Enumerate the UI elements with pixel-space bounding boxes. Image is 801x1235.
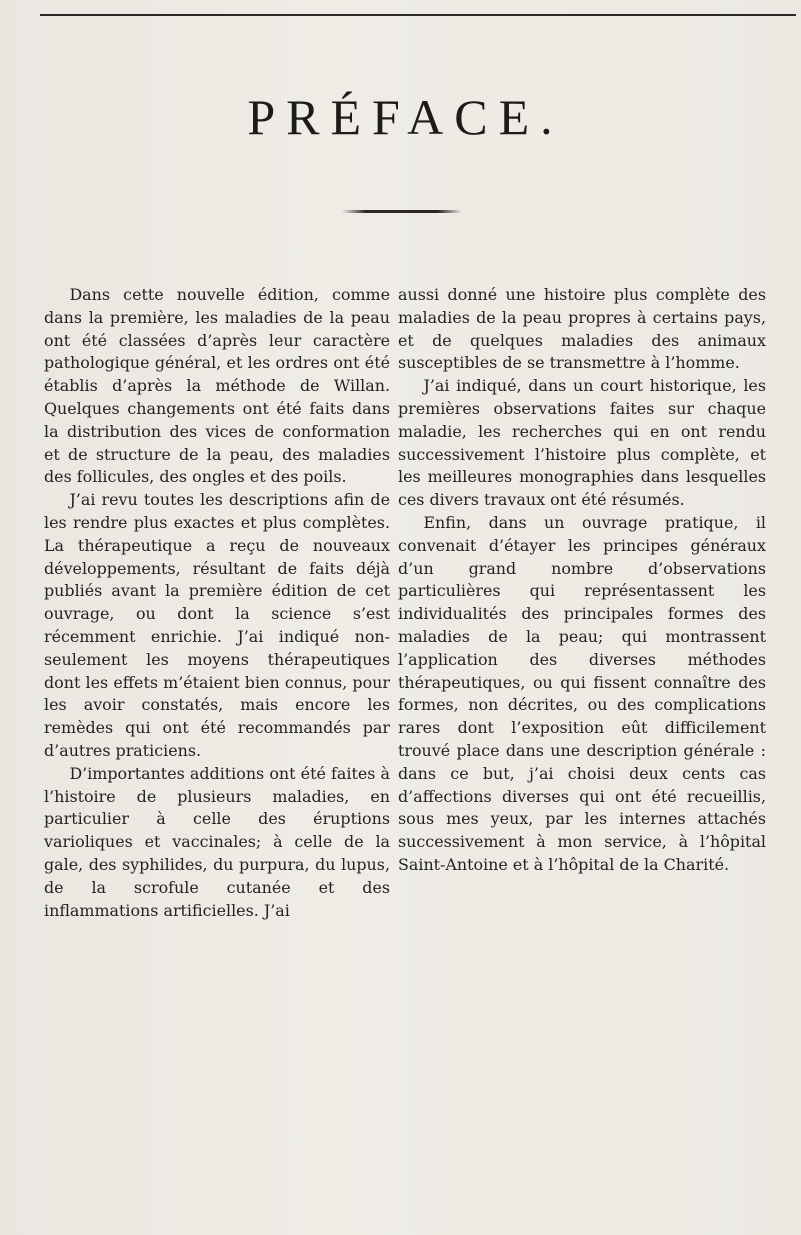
page-title: PRÉFACE. xyxy=(247,89,564,145)
paragraph: J’ai indiqué, dans un court historique, les premières observations faites sur chaque maladie, les recherches qui en ont rendu successivement l’histoire plus complète, et les meilleures monographies dans lesquelles ces divers travaux ont été résumés. xyxy=(398,376,766,510)
paragraph: Dans cette nouvelle édition, comme dans la première, les maladies de la peau ont été classées d’après leur caractère pathologique général, et les ordres ont été établis d’après la méthode de Willan. Quelques changements ont été faits dans la distribution des vices de conformation et de structure de la peau, des maladies des follicules, des ongles et des poils. xyxy=(44,285,390,487)
paragraph-continued: aussi donné une histoire plus complète des maladies de la peau propres à certains pays, et de quelques maladies des animaux susceptibles de se transmettre à l’homme. xyxy=(398,285,766,373)
paragraph: D’importantes additions ont été faites à l’histoire de plusieurs maladies, en particulier à celle des éruptions varioliques et vaccinales; à celle de la gale, des syphilides, du purpura, du lupus, de la scrofule cutanée et des inflammations artificielles. J’ai xyxy=(44,763,390,920)
right-column xyxy=(398,284,766,877)
left-column xyxy=(44,284,390,922)
top-rule xyxy=(40,14,796,16)
paragraph: J’ai revu toutes les descriptions afin de les rendre plus exactes et plus complètes. La thérapeutique a reçu de nouveaux développements, résultant de faits déjà publiés avant la première édition de cet ouvrage, ou dont la science s’est récemment enrichie. J’ai indiqué non-seulement les moyens thérapeutiques dont les effets m’étaient bien connus, pour les avoir constatés, mais encore les remèdes qui ont été recommandés par d’autres praticiens. xyxy=(44,490,390,760)
title-ornament-rule xyxy=(342,210,462,213)
paragraph: Enfin, dans un ouvrage pratique, il convenait d’étayer les principes généraux d’un grand nombre d’observations particulières qui représentassent les individualités des principales formes des maladies de la peau; qui montrassent l’application des diverses méthodes thérapeutiques, ou qui fissent connaître des formes, non décrites, ou des complications rares dont l’exposition eût difficilement trouvé place dans une description générale : dans ce but, j’ai choisi deux cents cas d’affections diverses qui ont été recueillis, sous mes yeux, par les internes attachés successivement à mon service, à l’hôpital Saint-Antoine et à l’hôpital de la Charité. xyxy=(398,512,766,874)
